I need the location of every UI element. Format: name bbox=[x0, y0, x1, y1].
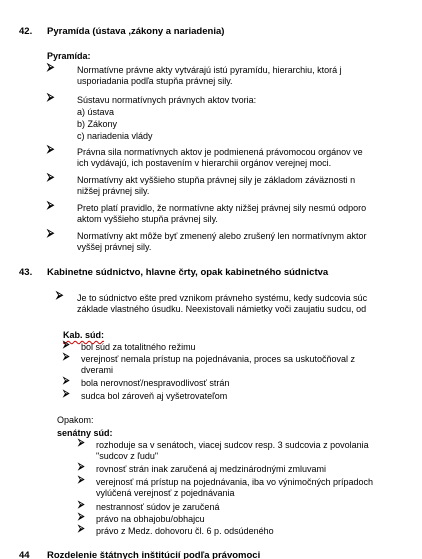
arrow-right-icon: ⮚ bbox=[47, 172, 55, 183]
arrow-right-icon: ⮚ bbox=[47, 228, 55, 239]
section-42-number: 42. bbox=[19, 26, 33, 37]
opakom-label: Opakom: bbox=[57, 415, 94, 425]
senatny-sud-heading: senátny súd: bbox=[57, 428, 113, 438]
arrow-right-icon: ⮚ bbox=[56, 290, 64, 301]
s42-list-a: a) ústava bbox=[77, 107, 115, 117]
sen-item-1-line1: rozhoduje sa v senátoch, viacej sudcov resp. 3 sudcovia z povolania bbox=[96, 440, 369, 450]
sen-item-4: nestrannosť súdov je zaručená bbox=[96, 502, 220, 512]
arrow-right-small-icon: ⮚ bbox=[78, 523, 85, 533]
kab-item-2-line1: verejnosť nemala prístup na pojednávania, proces sa uskutočňoval z bbox=[81, 354, 356, 364]
s42-list-c: c) nariadenia vlády bbox=[77, 131, 153, 141]
s42-b2: Sústavu normatívnych právnych aktov tvoria: bbox=[77, 95, 257, 105]
arrow-right-small-icon: ⮚ bbox=[78, 511, 85, 521]
arrow-right-small-icon: ⮚ bbox=[78, 437, 85, 447]
s42-b1-line2: usporiadania podľa stupňa právnej sily. bbox=[77, 76, 233, 86]
arrow-right-small-icon: ⮚ bbox=[63, 375, 70, 385]
s42-b1-line1: Normatívne právne akty vytvárajú istú pyramídu, hierarchiu, ktorá j bbox=[77, 65, 342, 75]
s42-list-b: b) Zákony bbox=[77, 119, 118, 129]
section-44-number: 44 bbox=[19, 550, 30, 559]
sen-item-2: rovnosť strán inak zaručená aj medzinárodnými zmluvami bbox=[96, 464, 326, 474]
s42-b4-line1: Normatívny akt vyššieho stupňa právnej sily je základom záväznosti n bbox=[77, 175, 356, 185]
arrow-right-icon: ⮚ bbox=[47, 144, 55, 155]
section-44-title: Rozdelenie štátnych inštitúcií podľa právomoci bbox=[47, 550, 261, 559]
s43-b1-line2: základe vlastného úsudku. Neexistovali námietky voči zaujatiu sudcu, od bbox=[77, 304, 367, 314]
arrow-right-icon: ⮚ bbox=[47, 92, 55, 103]
s42-b3-line2: ich vydávajú, ich postavením v hierarchii orgánov verejnej moci. bbox=[77, 158, 332, 168]
s42-b5-line1: Preto platí pravidlo, že normatívne akty nižšej právnej sily nesmú odporo bbox=[77, 203, 367, 213]
kab-item-1: bol súd za totalitného režimu bbox=[81, 342, 196, 352]
sen-item-6: právo z Medz. dohovoru čl. 6 p. odsúdeného bbox=[96, 526, 274, 536]
section-43-number: 43. bbox=[19, 267, 33, 278]
section-43-title: Kabinetne súdnictvo, hlavne črty, opak kabinetného súdnictva bbox=[47, 267, 329, 278]
arrow-right-small-icon: ⮚ bbox=[63, 351, 70, 361]
s42-b3-line1: Právna sila normatívnych aktov je podmienená právomocou orgánov ve bbox=[77, 147, 363, 157]
kab-item-3: bola nerovnosť/nespravodlivosť strán bbox=[81, 378, 230, 388]
section-42-title: Pyramída (ústava ,zákony a nariadenia) bbox=[47, 26, 225, 37]
kab-sud-label: Kab. súd: bbox=[63, 330, 105, 340]
arrow-right-small-icon: ⮚ bbox=[63, 388, 70, 398]
s42-b6-line2: vyššej právnej sily. bbox=[77, 242, 152, 252]
sen-item-3-line1: verejnosť má prístup na pojednávania, iba vo výnimočných prípadoch bbox=[96, 477, 374, 487]
arrow-right-icon: ⮚ bbox=[47, 200, 55, 211]
s42-b4-line2: nižšej právnej sily. bbox=[77, 186, 150, 196]
arrow-right-small-icon: ⮚ bbox=[78, 474, 85, 484]
kab-item-2-line2: dverami bbox=[81, 365, 114, 375]
arrow-right-icon: ⮚ bbox=[47, 62, 55, 73]
s42-b5-line2: aktom vyššieho stupňa právnej sily. bbox=[77, 214, 218, 224]
kab-item-4: sudca bol zároveň aj vyšetrovateľom bbox=[81, 391, 228, 401]
sen-item-5: právo na obhajobu/obhajcu bbox=[96, 514, 205, 524]
arrow-right-small-icon: ⮚ bbox=[78, 461, 85, 471]
sen-item-3-line2: vylúčená verejnosť z pojednávania bbox=[96, 488, 235, 498]
s42-b6-line1: Normatívny akt môže byť zmenený alebo zrušený len normatívnym aktor bbox=[77, 231, 367, 241]
sen-item-1-line2: "sudcov z ľudu" bbox=[96, 451, 159, 461]
arrow-right-small-icon: ⮚ bbox=[63, 339, 70, 349]
pyramida-subheading: Pyramída: bbox=[47, 51, 91, 61]
arrow-right-small-icon: ⮚ bbox=[78, 499, 85, 509]
s43-b1-line1: Je to súdnictvo ešte pred vznikom právneho systému, kedy sudcovia súc bbox=[77, 293, 368, 303]
